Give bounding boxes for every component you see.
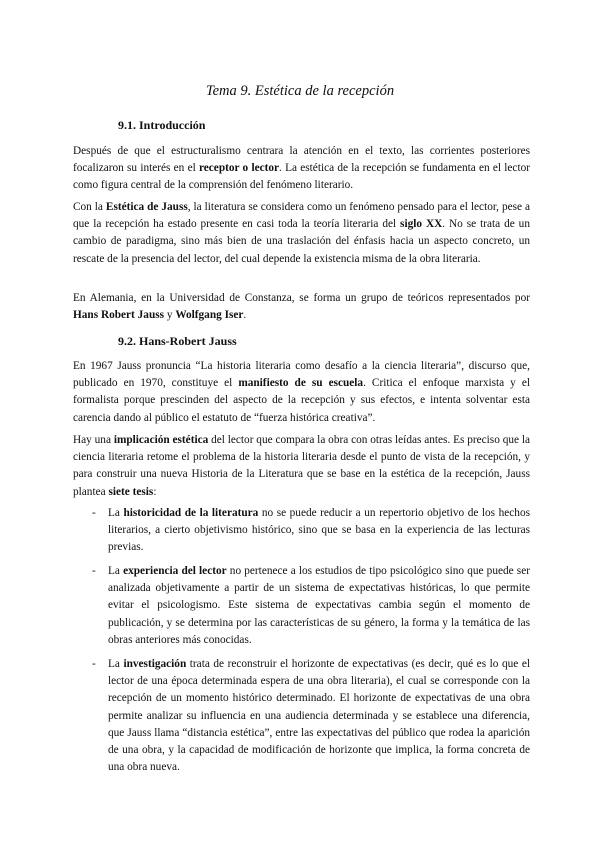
text-run: del lector que compara la obra con otras leídas antes. Es preciso que la ciencia literaria retome el problema de la historia literaria desde el punto de vista de la recepción, y para construir una nueva Historia de la Literatura que se base en la estética de la recepción, Jauss plantea	[73, 434, 530, 498]
bullet-dash: -	[92, 658, 96, 670]
list-item-text	[108, 505, 530, 557]
bold-term: experiencia del lector	[123, 565, 227, 577]
bold-term: manifiesto de su escuela	[238, 377, 364, 390]
bullet-dash: -	[92, 507, 96, 519]
text-run: Hay una	[73, 434, 114, 446]
paragraph-estetica-jauss	[73, 199, 530, 268]
bold-term: investigación	[123, 658, 187, 670]
section-heading-introduccion: 9.1. Introducción	[118, 118, 206, 132]
bold-term: Hans Robert Jauss	[73, 309, 165, 322]
text-run: trata de reconstruir el horizonte de expectativas (es decir, qué es lo que el lector de una época determinada espera de una obra literaria), el cual se corresponde con la recepción de un momento histórico determinado. El horizonte de expectativas de una obra permite analizar su influencia en una audiencia determinada y se establece una diferencia, que Jauss llama “distancia estética”, entre las expectativas del público que rodea la aparición de una obra, y la capacidad de modificación de horizonte que implica, la forma concreta de una obra nueva.	[108, 658, 530, 774]
bold-term: siglo XX	[400, 218, 443, 231]
text-run: .	[243, 309, 247, 322]
bold-term: Estética de Jauss	[105, 201, 188, 213]
text-run: no se puede reducir a un repertorio objetivo de los hechos literarios, a cierto objetivismo histórico, sino que se basa en la experiencia de las lecturas previas.	[108, 507, 530, 554]
bold-term: siete tesis	[108, 485, 154, 498]
text-run: Después de que el estructuralismo centrara la atención en el texto, las corrientes posteriores focalizaron su interés en el	[73, 145, 530, 175]
text-run: . Critica el enfoque marxista y el formalista porque prescinden del aspecto de la recepción y sus efectos, e intenta solventar esta carencia dando al público el estatuto de “fuerza histórica creativa”.	[73, 377, 530, 424]
bold-term: receptor o lector	[198, 162, 280, 175]
text-run: En 1967 Jauss pronuncia “La historia literaria como desafío a la ciencia literaria”, discurso que, publicado en 1970, constituye el	[73, 360, 530, 390]
text-run: En Alemania, en la Universidad de Constanza, se forma un grupo de teóricos representados por	[73, 292, 530, 304]
text-run: La	[108, 658, 124, 670]
document-title: Tema 9. Estética de la recepción	[205, 83, 395, 99]
text-run: no pertenece a los estudios de tipo psicológico sino que puede ser analizada objetivamente a partir de un sistema de expectativas históricas, lo que permite evitar el psicologismo. Este sistema de expectativas cambia según el momento de publicación, y se determina por las características de su género, la forma y la temática de las obras anteriores más conocidas.	[108, 565, 530, 646]
paragraph-alemania	[73, 290, 530, 324]
text-run: . La estética de la recepción se fundamenta en el lector como figura central de la comprensión del fenómeno literario.	[73, 162, 530, 192]
bold-term: historicidad de la literatura	[123, 507, 259, 519]
text-run: La	[108, 507, 124, 519]
text-run: :	[153, 485, 157, 498]
text-run: , la literatura se considera como un fenómeno pensado para el lector, pese a que la recepción ha estado presente en casi toda la teoría literaria del	[73, 201, 530, 231]
bullet-dash: -	[92, 565, 96, 577]
paragraph-intro	[73, 143, 530, 195]
text-run: Con la	[73, 201, 106, 213]
list-item-text	[108, 563, 530, 649]
paragraph-implicacion	[73, 432, 530, 501]
text-run: . No se trata de un cambio de paradigma, sino más bien de una traslación del énfasis hacia un aspecto concreto, un rescate de la presencia del lector, del cual depende la existencia misma de la obra literaria.	[73, 218, 530, 265]
section-heading-jauss: 9.2. Hans-Robert Jauss	[118, 334, 237, 348]
text-run: y	[164, 309, 176, 322]
list-item-text	[108, 656, 530, 776]
bold-term: implicación estética	[113, 434, 209, 446]
text-run: La	[108, 565, 124, 577]
bold-term: Wolfgang Iser	[175, 309, 244, 322]
paragraph-1967	[73, 358, 530, 427]
